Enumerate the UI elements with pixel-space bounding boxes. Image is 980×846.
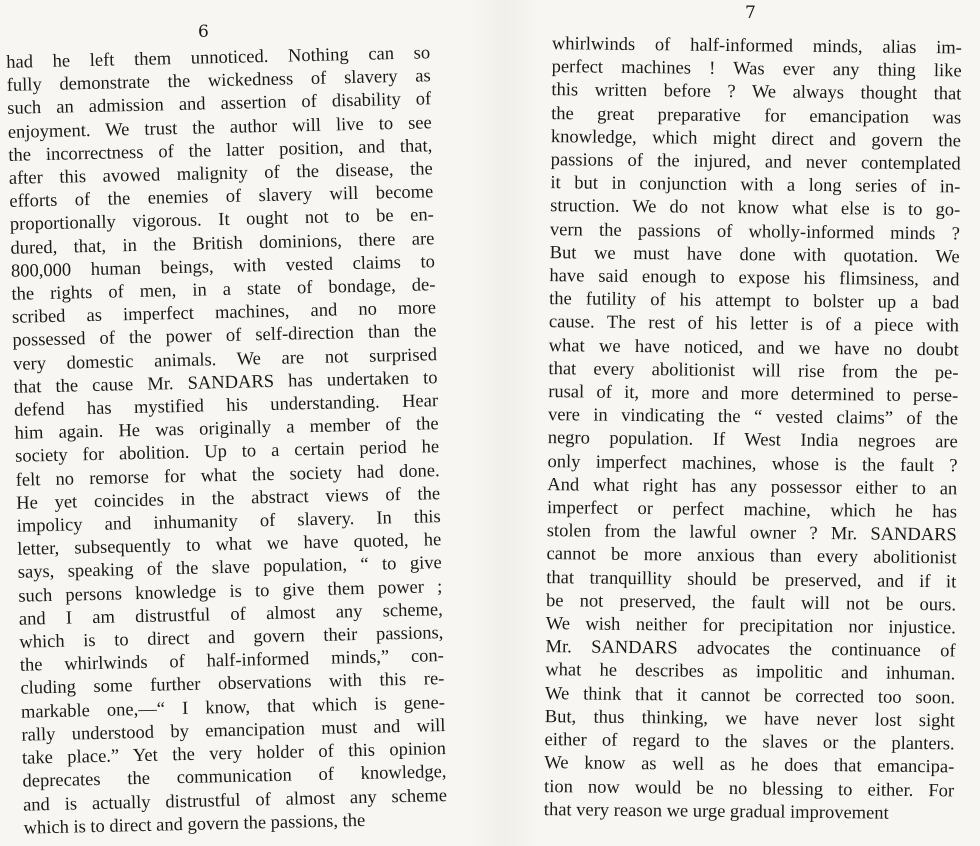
text-line: the rights of men, in a state of bondage, de- bbox=[11, 275, 436, 305]
text-line: rusal of it, more and more determined to perse- bbox=[548, 382, 959, 407]
text-line: which is to direct and govern the passions, the bbox=[23, 810, 366, 839]
page-number: 6 bbox=[198, 22, 209, 42]
text-line: vere in vindicating the “ vested claims” of the bbox=[547, 405, 959, 430]
left-page bbox=[0, 0, 470, 846]
text-line: We think that it cannot be corrected too soon. bbox=[544, 683, 956, 709]
text-line: vern the passions of wholly-informed minds ? bbox=[549, 219, 961, 245]
text-body bbox=[0, 41, 488, 840]
text-line: that very reason we urge gradual improvement bbox=[543, 799, 889, 824]
text-line: the incorrectness of the latter position, and that, bbox=[8, 136, 433, 166]
text-line: says, speaking of the slave population, “ to give bbox=[17, 553, 442, 584]
text-line: imperfect or perfect machine, which he has bbox=[546, 498, 958, 523]
text-line: possessed of the power of self-direction than the bbox=[12, 321, 437, 352]
text-body bbox=[532, 33, 980, 826]
text-line: We wish neither for precipitation nor injustice. bbox=[545, 614, 956, 639]
text-line: this written before ? We always thought that bbox=[551, 80, 962, 105]
text-line: tion now would be no blessing to either. For bbox=[544, 776, 955, 801]
text-line: the great preparative for emancipation was bbox=[551, 103, 962, 129]
text-line: either of regard to the slaves or the planters. bbox=[544, 730, 955, 755]
text-line: He yet coincides in the abstract views of the bbox=[16, 483, 441, 514]
text-line: which is to direct and govern their passions, bbox=[19, 623, 444, 653]
text-line: We know as well as he does that emancipa- bbox=[544, 753, 955, 778]
text-line: had he left them unnoticed. Nothing can so bbox=[6, 43, 431, 73]
text-line: cluding some further observations with this re- bbox=[20, 669, 445, 700]
text-line: very domestic animals. We are not surprised bbox=[12, 344, 438, 375]
text-line: struction. We do not know what else is to go- bbox=[550, 196, 961, 221]
text-line: cannot be more anxious than every abolitionist bbox=[546, 544, 957, 569]
text-line: it but in conjunction with a long series of in- bbox=[550, 173, 961, 198]
text-line: defend has mystified his understanding. Hear bbox=[13, 391, 439, 421]
text-line: impolicy and inhumanity of slavery. In this bbox=[16, 507, 441, 537]
text-line: society for abolition. Up to a certain period he bbox=[14, 437, 440, 468]
text-line: such persons knowledge is to give them power ; bbox=[18, 576, 443, 607]
text-line: fully demonstrate the wickedness of slavery as bbox=[6, 66, 431, 97]
text-line: and is actually distrustful of almost any scheme bbox=[22, 785, 448, 816]
text-line: only imperfect machines, whose is the fault ? bbox=[547, 451, 958, 477]
page-number: 7 bbox=[745, 3, 756, 23]
text-line: what he describes as impolitic and inhuman. bbox=[545, 660, 956, 685]
text-line: But, thus thinking, we have never lost sight bbox=[544, 706, 955, 732]
text-line: markable one,—“ I know, that which is gene- bbox=[20, 692, 446, 723]
text-line: have said enough to expose his flimsiness, and bbox=[549, 266, 960, 291]
text-line: what we have noticed, and we have no doubt bbox=[548, 335, 959, 361]
text-line: Mr. SANDARS advocates the continuance of bbox=[545, 637, 956, 662]
text-line: whirlwinds of half-informed minds, alias im- bbox=[551, 34, 962, 59]
text-line: scribed as imperfect machines, and no more bbox=[11, 298, 437, 329]
text-line: that tranquillity should be preserved, and if it bbox=[546, 567, 957, 593]
text-line: And what right has any possessor either to an bbox=[547, 474, 958, 500]
text-line: passions of the injured, and never contemplated bbox=[550, 150, 961, 175]
text-line: deprecates the communication of knowledge, bbox=[22, 762, 447, 792]
text-line: stolen from the lawful owner ? Mr. SANDARS bbox=[546, 521, 957, 546]
text-line: But we must have done with quotation. We bbox=[549, 242, 960, 268]
text-line: take place.” Yet the very holder of this opinion bbox=[21, 739, 447, 769]
text-line: and I am distrustful of almost any scheme, bbox=[18, 599, 443, 630]
text-line: the futility of his attempt to bolster up a bad bbox=[549, 289, 960, 314]
text-line: knowledge, which might direct and govern the bbox=[550, 126, 961, 152]
right-page bbox=[540, 0, 980, 846]
text-line: cause. The rest of his letter is of a piece with bbox=[548, 312, 960, 337]
text-line: after this avowed malignity of the disease, the bbox=[8, 159, 433, 189]
text-line: be not preserved, the fault will not be ours. bbox=[545, 590, 957, 616]
text-line: perfect machines ! Was ever any thing like bbox=[551, 57, 962, 82]
text-line: that the cause Mr. SANDARS has undertaken to bbox=[13, 368, 438, 398]
gutter bbox=[470, 0, 540, 846]
text-line: dured, that, in the British dominions, there are bbox=[10, 228, 435, 259]
text-line: letter, subsequently to what we have quoted, he bbox=[17, 530, 442, 560]
text-line: such an admission and assertion of disability of bbox=[7, 89, 432, 120]
text-line: efforts of the enemies of slavery will become bbox=[9, 182, 434, 213]
text-line: negro population. If West India negroes are bbox=[547, 428, 958, 453]
text-line: felt no remorse for what the society had done. bbox=[15, 460, 440, 491]
text-line: 800,000 human beings, with vested claims to bbox=[10, 252, 436, 282]
text-line: proportionally vigorous. It ought not to be en- bbox=[9, 205, 435, 236]
text-line: rally understood by emancipation must and will bbox=[21, 715, 446, 746]
text-line: the whirlwinds of half-informed minds,” con- bbox=[19, 646, 445, 676]
text-line: that every abolitionist will rise from the pe- bbox=[548, 358, 959, 384]
text-line: him again. He was originally a member of the bbox=[14, 414, 439, 445]
text-line: enjoyment. We trust the author will live to see bbox=[7, 112, 432, 143]
